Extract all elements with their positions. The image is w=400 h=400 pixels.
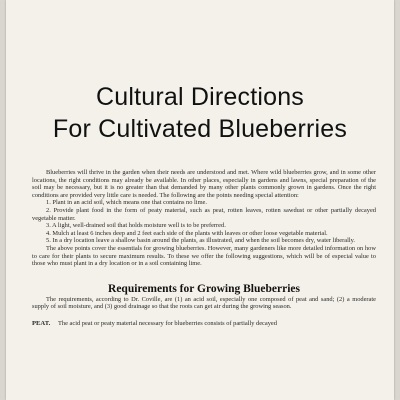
list-item-1: 1. Plant in an acid soil, which means one that contains no lime. — [46, 199, 207, 207]
summary-paragraph: The above points cover the essentials for growing blueberries. However, many gardeners like more detailed information on how to care for their plants to secure maximum results. To these we offer the following suggestions, which will be of especial value to those who must plant in a dry location or in a soil containing lime. — [32, 244, 376, 268]
list-item-2: 2. Provide plant food in the form of peaty material, such as peat, rotten leaves, rotten sawdust or other partially decayed vegetable matter. — [32, 206, 376, 222]
list-item-3: 3. A light, well-drained soil that holds moisture well is to be preferred. — [46, 222, 226, 230]
requirements-paragraph: The requirements, according to Dr. Coville, are (1) an acid soil, especially one composed of peat and sand; (2) a moderate supply of soil moisture, and (3) good drainage so that the roots can get air during the growing season. — [32, 295, 376, 311]
list-item-4: 4. Mulch at least 6 inches deep and 2 feet each side of the plants with leaves or other loose vegetable material. — [46, 229, 328, 237]
title-line-1: Cultural Directions — [95, 83, 305, 111]
peat-text: The acid peat or peaty material necessary for blueberries consists of partially decayed — [58, 319, 277, 327]
section-heading: Requirements for Growing Blueberries — [108, 282, 300, 295]
peat-label: PEAT. — [32, 319, 51, 327]
peat-paragraph — [32, 320, 376, 328]
list-item-5: 5. In a dry location leave a shallow basin around the plants, as illustrated, and when the soil becomes dry, water liberally. — [46, 237, 356, 245]
intro-paragraph: Blueberries will thrive in the garden when their needs are understood and met. Where wild blueberries grow, and in some other locations, the right conditions may already be available. In other places, especially in gardens and lawns, special preparation of the soil may be necessary, but it is no greater than that demanded by many other plants commonly grown in gardens. Once the right conditions are provided very little care is needed. The following are the points needing special attention: — [32, 169, 376, 199]
document-body — [32, 169, 376, 328]
title-line-2: For Cultivated Blueberries — [52, 115, 348, 143]
document-page — [6, 0, 394, 400]
